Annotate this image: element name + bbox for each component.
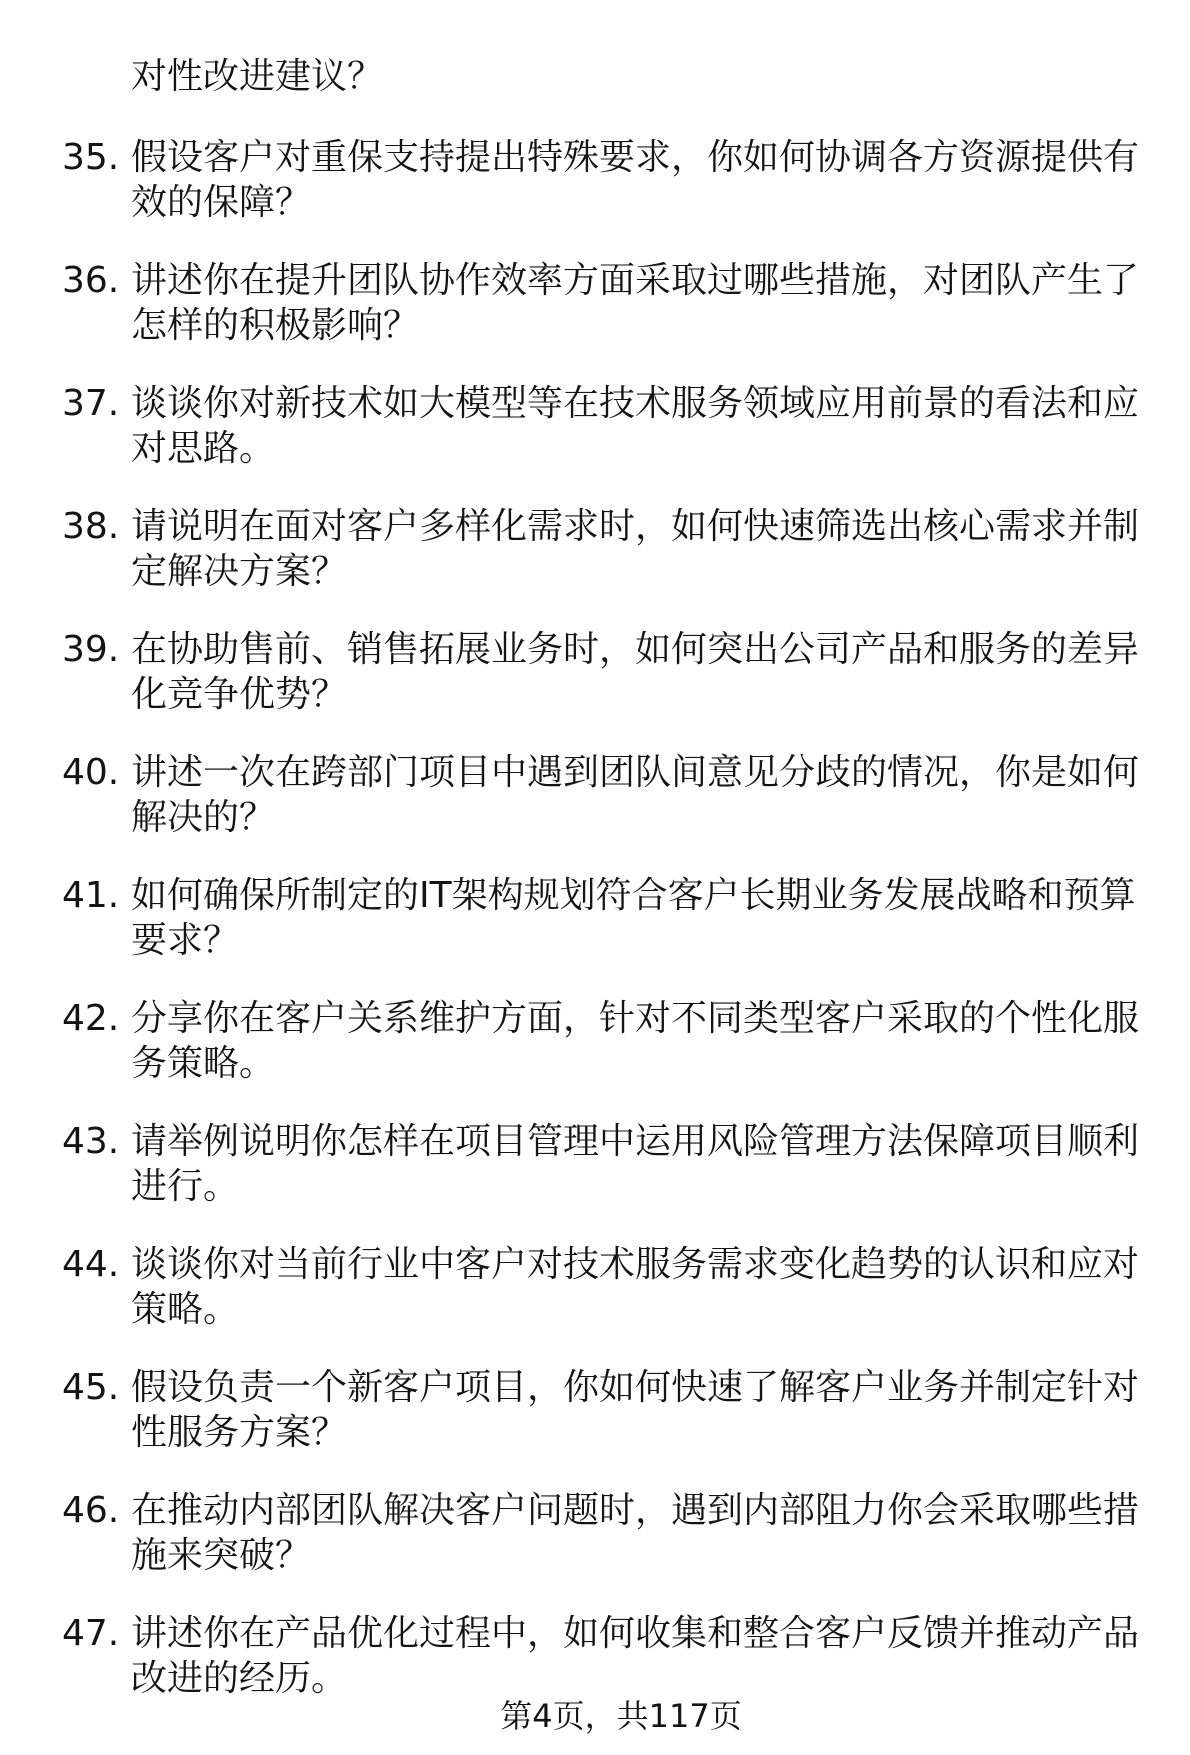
question-text-line: 讲述一次在跨部门项目中遇到团队间意见分歧的情况，你是如何 bbox=[131, 752, 1140, 793]
question-text-line: 分享你在客户关系维护方面，针对不同类型客户采取的个性化服 bbox=[131, 998, 1140, 1039]
question-text-line: 改进的经历。 bbox=[131, 1658, 348, 1699]
question-text-line: 请说明在面对客户多样化需求时，如何快速筛选出核心需求并制 bbox=[131, 506, 1140, 547]
question-text-line: 解决的？ bbox=[131, 797, 276, 838]
question-item bbox=[0, 1365, 1190, 1455]
question-number: 38. bbox=[62, 506, 120, 547]
question-text-line: 对思路。 bbox=[131, 428, 276, 469]
question-text-line: 假设客户对重保支持提出特殊要求，你如何协调各方资源提供有 bbox=[131, 137, 1140, 178]
question-item bbox=[0, 135, 1190, 225]
question-text-line: 假设负责一个新客户项目，你如何快速了解客户业务并制定针对 bbox=[131, 1367, 1140, 1408]
question-text-line: 讲述你在提升团队协作效率方面采取过哪些措施，对团队产生了 bbox=[131, 260, 1140, 301]
question-text-line: 策略。 bbox=[131, 1289, 240, 1330]
question-text-line: 效的保障？ bbox=[131, 182, 312, 223]
question-text-line: 请举例说明你怎样在项目管理中运用风险管理方法保障项目顺利 bbox=[131, 1121, 1140, 1162]
question-item bbox=[0, 1119, 1190, 1209]
question-number: 36. bbox=[62, 260, 120, 301]
question-text-line: 在协助售前、销售拓展业务时，如何突出公司产品和服务的差异 bbox=[131, 629, 1140, 670]
question-number: 42. bbox=[62, 998, 120, 1039]
question-item bbox=[0, 1611, 1190, 1701]
question-item bbox=[0, 996, 1190, 1086]
question-number: 40. bbox=[62, 752, 120, 793]
question-text-line: 务策略。 bbox=[131, 1043, 276, 1084]
question-number: 43. bbox=[62, 1121, 120, 1162]
question-item bbox=[0, 750, 1190, 840]
question-text-line: 在推动内部团队解决客户问题时，遇到内部阻力你会采取哪些措 bbox=[131, 1490, 1140, 1531]
question-text-line: 谈谈你对新技术如大模型等在技术服务领域应用前景的看法和应 bbox=[131, 383, 1140, 424]
question-item bbox=[0, 627, 1190, 717]
question-text-line: 施来突破？ bbox=[131, 1535, 312, 1576]
question-text-line: 化竞争优势？ bbox=[131, 674, 348, 715]
question-number: 46. bbox=[62, 1490, 120, 1531]
question-number: 44. bbox=[62, 1244, 120, 1285]
question-text-line: 性服务方案？ bbox=[131, 1412, 348, 1453]
question-text-line: 怎样的积极影响？ bbox=[131, 305, 420, 346]
question-number: 47. bbox=[62, 1613, 120, 1654]
question-list bbox=[0, 54, 1190, 1701]
page-footer: 第4页，共117页 bbox=[500, 1697, 742, 1735]
question-text-line: 进行。 bbox=[131, 1166, 240, 1207]
question-text-line: 如何确保所制定的IT架构规划符合客户长期业务发展战略和预算 bbox=[131, 875, 1136, 916]
question-item bbox=[0, 1242, 1190, 1332]
question-text-line: 要求？ bbox=[131, 920, 240, 961]
question-number: 37. bbox=[62, 383, 120, 424]
question-item bbox=[0, 1488, 1190, 1578]
question-number: 41. bbox=[62, 875, 120, 916]
question-item bbox=[0, 873, 1190, 963]
question-item bbox=[0, 258, 1190, 348]
continuation-line: 对性改进建议？ bbox=[131, 56, 384, 97]
question-number: 45. bbox=[62, 1367, 120, 1408]
question-item bbox=[0, 381, 1190, 471]
question-item bbox=[0, 504, 1190, 594]
question-text-line: 讲述你在产品优化过程中，如何收集和整合客户反馈并推动产品 bbox=[131, 1613, 1140, 1654]
question-number: 35. bbox=[62, 137, 120, 178]
question-text-line: 定解决方案？ bbox=[131, 551, 348, 592]
question-number: 39. bbox=[62, 629, 120, 670]
question-text-line: 谈谈你对当前行业中客户对技术服务需求变化趋势的认识和应对 bbox=[131, 1244, 1140, 1285]
